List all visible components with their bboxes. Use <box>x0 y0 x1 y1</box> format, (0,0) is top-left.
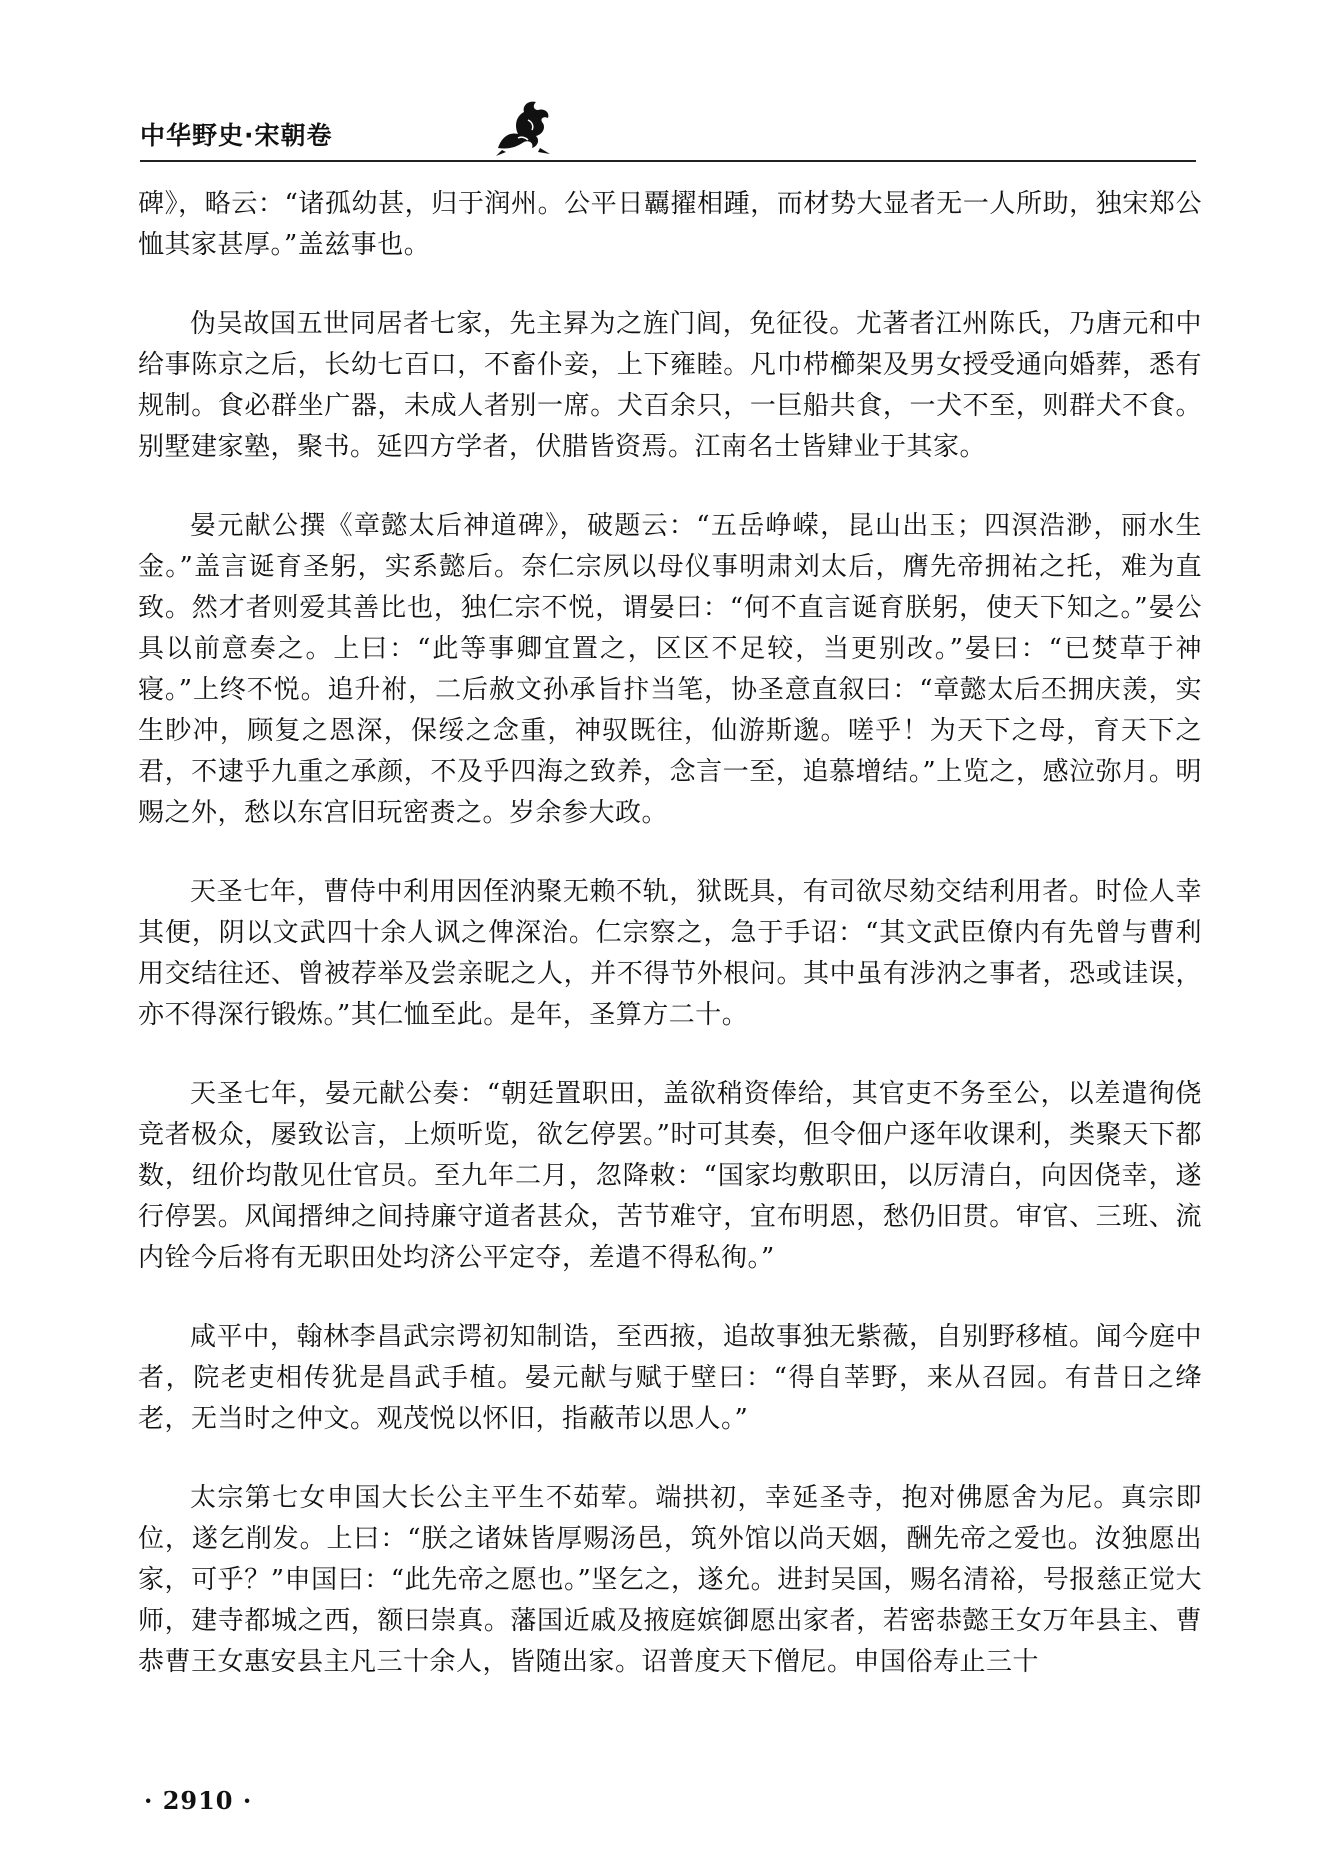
header-divider <box>140 160 1196 162</box>
paragraph-6: 咸平中，翰林李昌武宗谔初知制诰，至西掖，追故事独无紫薇，自别野移植。闻今庭中者，院老吏相传犹是昌武手植。晏元献与赋于壁曰：“得自莘野，来从召园。有昔日之绛老，无当时之仲文。观茂悦以怀旧，指蔽芾以思人。” <box>138 1322 1202 1434</box>
dragon-emblem-icon <box>488 96 558 158</box>
running-header <box>108 96 1218 168</box>
paragraph-3: 晏元献公撰《章懿太后神道碑》，破题云：“五岳峥嵘，昆山出玉；四溟浩渺，丽水生金。”盖言诞育圣躬，实系懿后。奈仁宗夙以母仪事明肃刘太后，膺先帝拥祐之托，难为直致。然才者则爱其善比也，独仁宗不悦，谓晏曰：“何不直言诞育朕躬，使天下知之。”晏公具以前意奏之。上曰：“此等事卿宜置之，区区不足较，当更别改。”晏曰：“已焚草于神寝。”上终不悦。追升祔，二后赦文孙承旨抃当笔，协圣意直叙曰：“章懿太后丕拥庆羡，实生眇冲，顾复之恩深，保绥之念重，神驭既往，仙游斯邈。嗟乎！为天下之母，育天下之君，不逮乎九重之承颜，不及乎四海之致养，念言一至，追慕增结。”上览之，感泣弥月。明赐之外，愁以东宫旧玩密赉之。岁余参大政。 <box>138 511 1202 828</box>
page-body <box>138 184 1202 1683</box>
paragraph-5: 天圣七年，晏元献公奏：“朝廷置职田，盖欲稍资俸给，其官吏不务至公，以差遣徇侥竞者极众，屡致讼言，上烦听览，欲乞停罢。”时可其奏，但令佃户逐年收课利，类聚天下都数，纽价均散见仕官员。至九年二月，忽降敕：“国家均敷职田，以厉清白，向因侥幸，遂行停罢。风闻搢绅之间持廉守道者甚众，苦节难守，宜布明恩，愁仍旧贯。审官、三班、流内铨今后将有无职田处均济公平定夺，差遣不得私徇。” <box>138 1079 1202 1273</box>
paragraph-7: 太宗第七女申国大长公主平生不茹荤。端拱初，幸延圣寺，抱对佛愿舍为尼。真宗即位，遂乞削发。上曰：“朕之诸妹皆厚赐汤邑，筑外馆以尚天姻，酬先帝之爱也。汝独愿出家，可乎？”申国曰：“此先帝之愿也。”坚乞之，遂允。进封吴国，赐名清裕，号报慈正觉大师，建寺都城之西，额曰崇真。藩国近戚及掖庭嫔御愿出家者，若密恭懿王女万年县主、曹恭曹王女惠安县主凡三十余人，皆随出家。诏普度天下僧尼。申国俗寿止三十 <box>138 1483 1202 1677</box>
paragraph-4: 天圣七年，曹侍中利用因侄汭聚无赖不轨，狱既具，有司欲尽劾交结利用者。时俭人幸其便，阴以文武四十余人讽之俾深治。仁宗察之，急于手诏：“其文武臣僚内有先曾与曹利用交结往还、曾被荐举及尝亲昵之人，并不得节外根问。其中虽有涉汭之事者，恐或诖误，亦不得深行锻炼。”其仁恤至此。是年，圣算方二十。 <box>138 877 1202 1030</box>
paragraph-1: 碑》，略云：“诸孤幼甚，归于润州。公平日覊擢相踵，而材势大显者无一人所助，独宋郑公恤其家甚厚。”盖兹事也。 <box>138 189 1202 260</box>
page-number: · 2910 · <box>144 1786 253 1815</box>
book-title: 中华野史·宋朝卷 <box>140 121 333 150</box>
paragraph-2: 伪吴故国五世同居者七家，先主昪为之旌门闾，免征役。尤著者江州陈氏，乃唐元和中给事陈京之后，长幼七百口，不畜仆妾，上下雍睦。凡巾栉櫛架及男女授受通向婚葬，悉有规制。食必群坐广器，未成人者别一席。犬百余只，一巨船共食，一犬不至，则群犬不食。别墅建家塾，聚书。延四方学者，伏腊皆资焉。江南名士皆肄业于其家。 <box>138 309 1202 462</box>
